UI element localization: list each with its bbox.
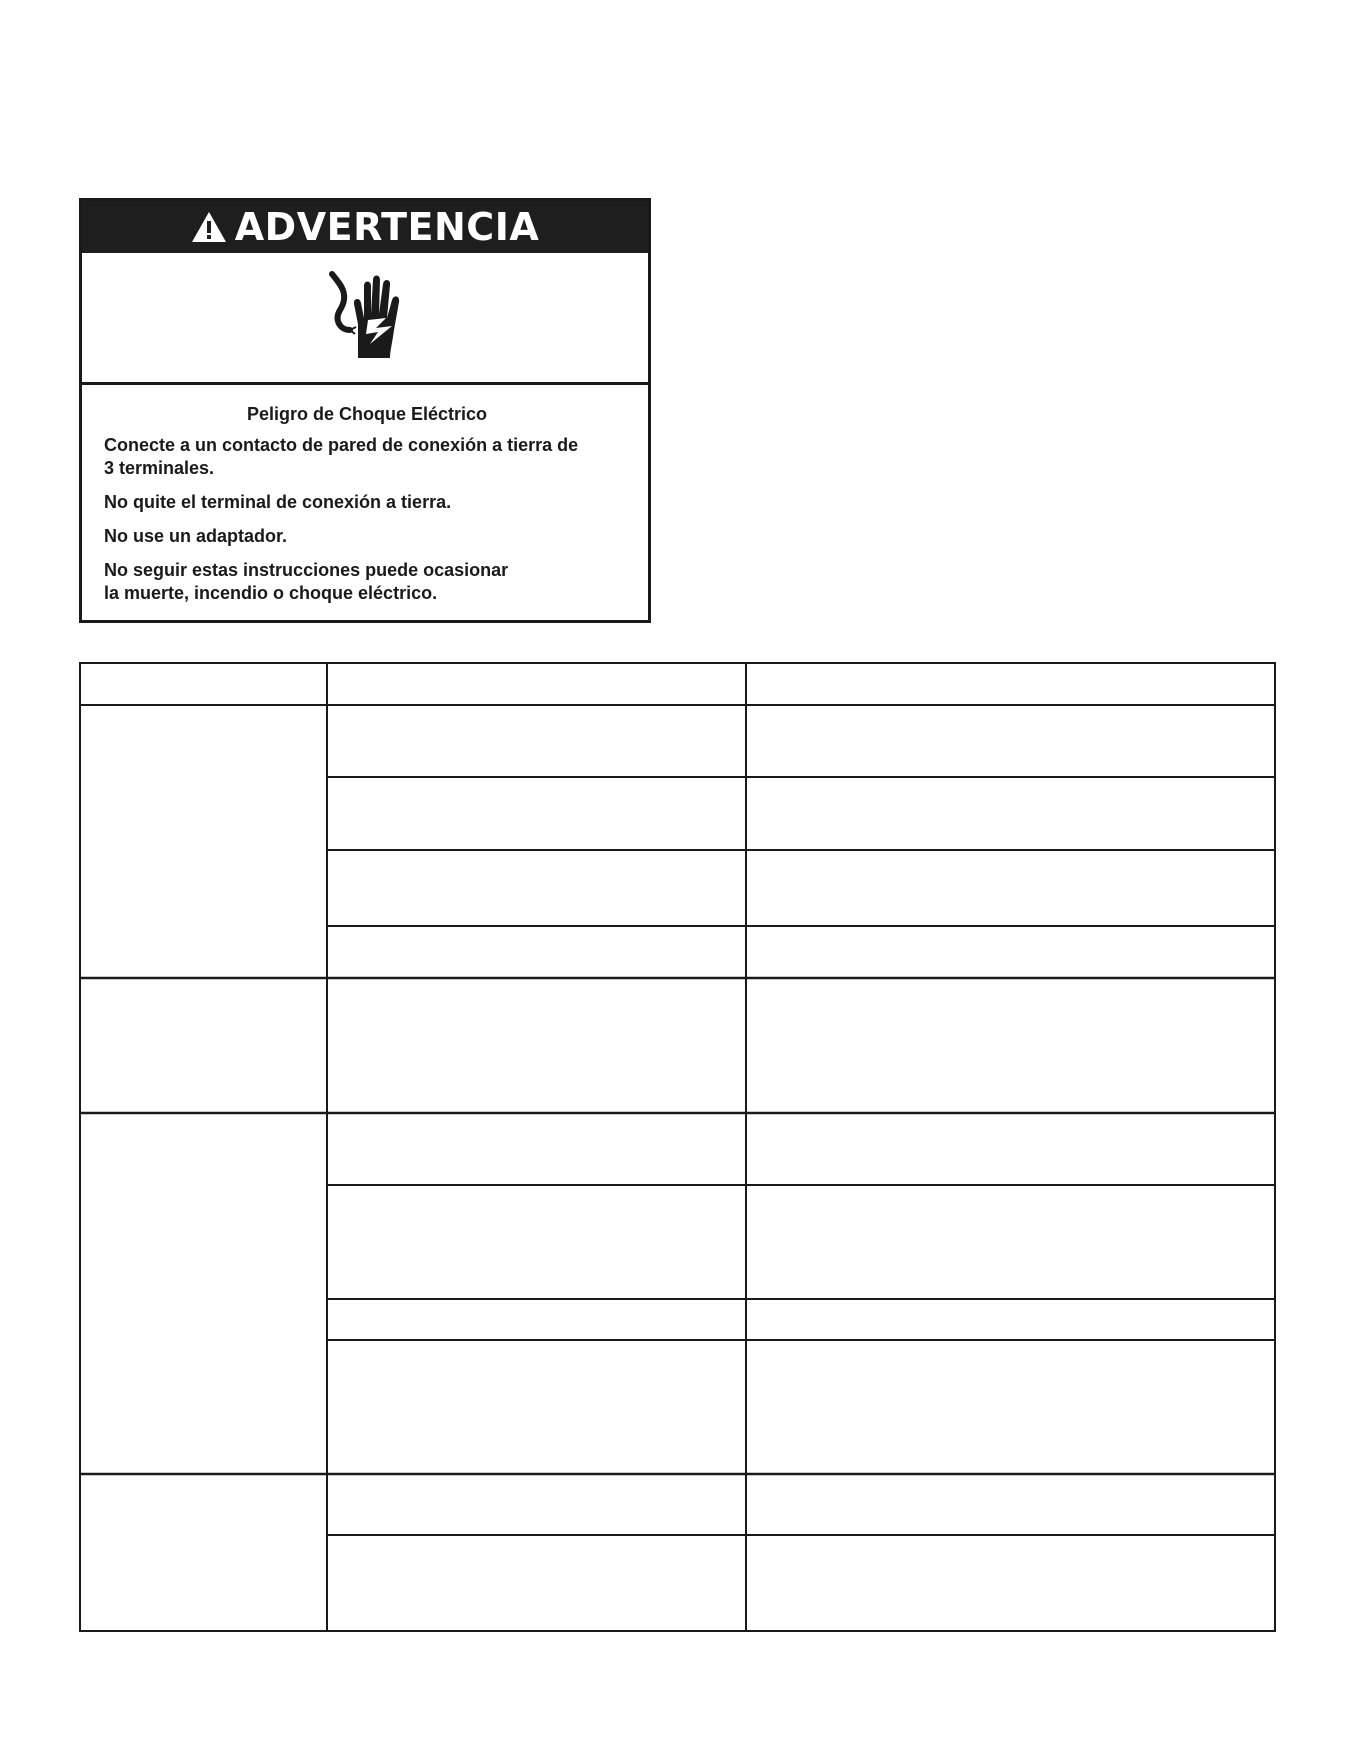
warning-symbol-area (82, 253, 648, 385)
warning-triangle-icon (191, 211, 227, 243)
warning-text-block (82, 385, 648, 605)
table-grid-lines (79, 662, 1276, 1632)
electric-shock-warning-label (79, 198, 651, 623)
warning-line-2: No quite el terminal de conexión a tierra. (104, 492, 452, 512)
troubleshooting-table (79, 662, 1276, 1632)
warning-line-4: No seguir estas instrucciones puede ocasionar la muerte, incendio o choque eléctrico. (104, 560, 509, 603)
warning-line-3: No use un adaptador. (104, 526, 288, 546)
warning-line-1: Conecte a un contacto de pared de conexión a tierra de 3 terminales. (104, 435, 579, 478)
electric-shock-hand-icon (310, 260, 420, 375)
warning-header-text: ADVERTENCIA (234, 205, 540, 249)
warning-title: Peligro de Choque Eléctrico (246, 404, 488, 424)
warning-header (82, 201, 648, 253)
